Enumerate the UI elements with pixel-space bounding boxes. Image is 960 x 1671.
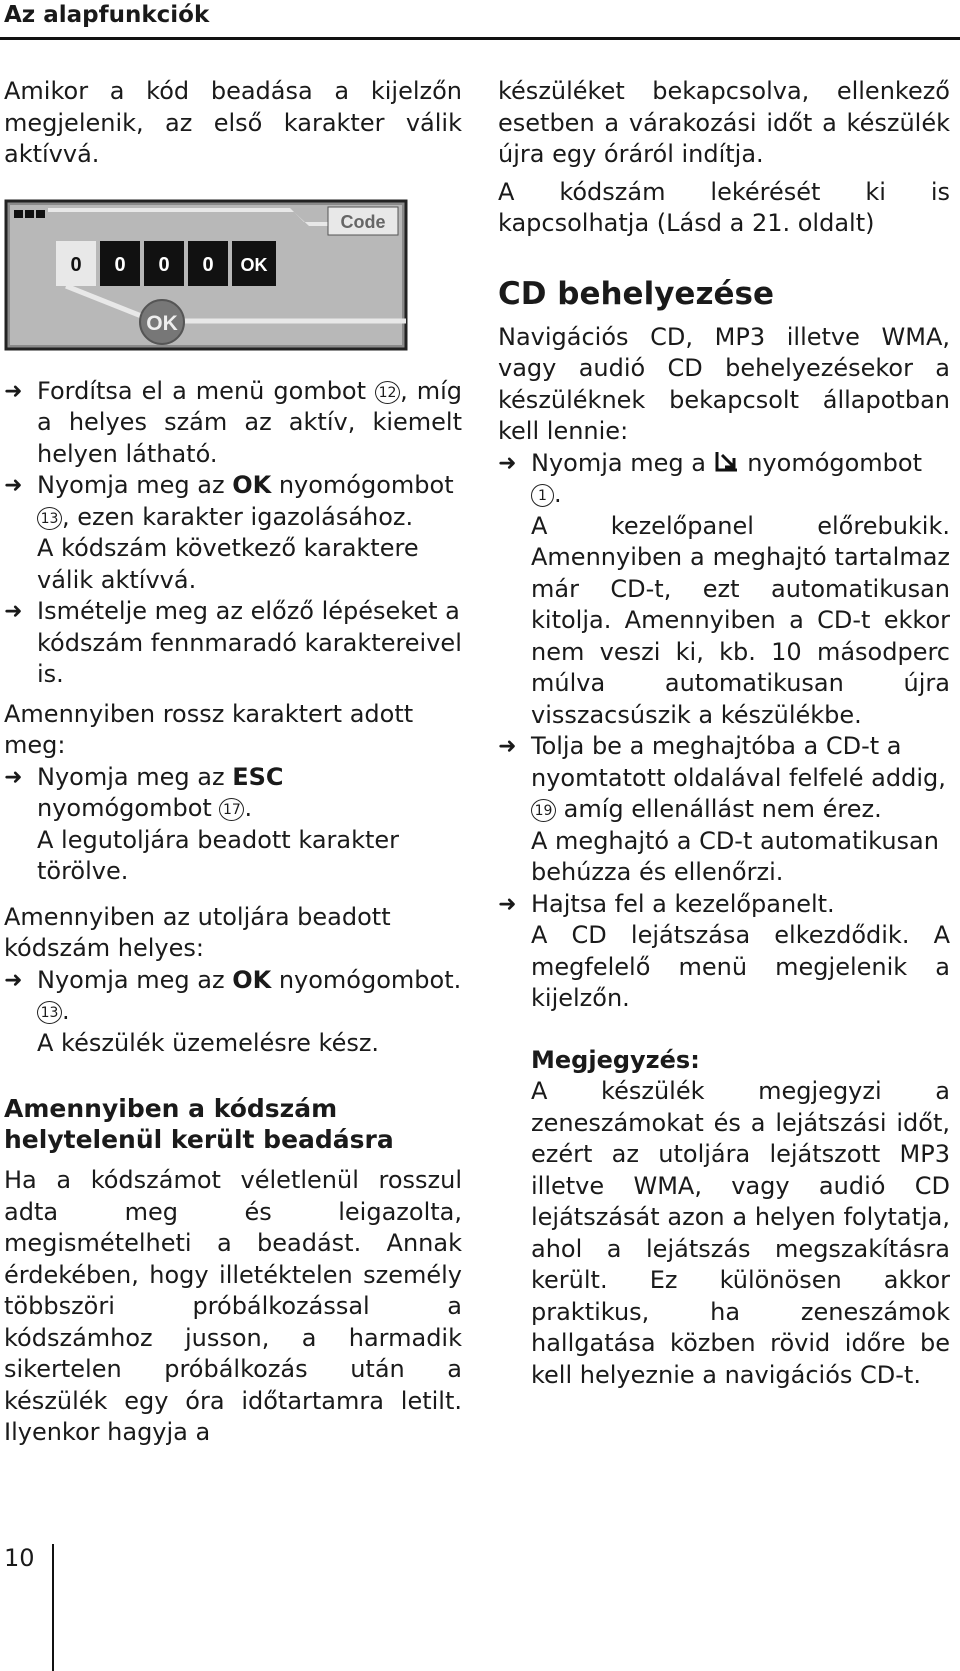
key-ok: OK — [232, 965, 272, 994]
step-text: Fordítsa el a menü gombot — [37, 376, 367, 405]
step-text: Nyomja meg az — [37, 965, 225, 994]
wrong-code-paragraph: Ha a kódszámot véletlenül rosszul adta meg és leigazolta, megismételheti a beadást. Annak érdekében, hogy illetéktelen személy többszöri próbálkozással a kódszámhoz jusson, a harmadik sikertelen próbálkozás után a készülék egy óra időtartamra letilt. Ilyenkor hagyja a — [4, 1166, 462, 1446]
heading-line: helytelenül került beadásra — [4, 1125, 394, 1154]
ref-circle: 17 — [219, 798, 244, 821]
ref-circle: 12 — [375, 381, 400, 404]
arrow-right-icon: ➜ — [4, 764, 23, 790]
section-title: Az alapfunkciók — [4, 2, 210, 28]
step-press-ok — [4, 470, 462, 533]
intro-text: Amikor a kód beadása a kijelzőn megjelenik, az első karakter válik aktívvá. — [4, 77, 462, 168]
step-text: nyomógombot — [37, 794, 212, 822]
code-label: Code — [340, 211, 386, 232]
ref-circle: 1 — [531, 484, 554, 507]
digit-2: 0 — [114, 253, 126, 276]
key-esc: ESC — [232, 762, 284, 791]
note-text: A készülék megjegyzi a zeneszámokat és a lejátszási időt, ezért az utoljára lejátszott MP3 illetve WMA, vagy audió CD lejátszását azon a helyen folytatja, ahol a lejátszás megszakításra került. Ez különösen akkor praktikus, ha zeneszámok hallgatása közben rövid időre be kell helyeznie a navigációs CD-t. — [531, 1077, 950, 1389]
step-press-esc: ➜ Nyomja meg az ESC nyomógombot 17 . — [4, 762, 284, 822]
signal-bar-3 — [36, 210, 45, 218]
arrow-right-icon: ➜ — [4, 967, 23, 993]
step-text: Nyomja meg az — [37, 762, 225, 791]
continue-text: készüléket bekapcsolva, ellenkező esetben a várakozási időt a készülék újra egy óráról indítja. — [498, 77, 950, 168]
step-result: A kezelőpanel előrebukik. Amennyiben a meghajtó tartalmaz már CD-t, ezt automatikusan kitolja. Amennyiben a CD-t ekkor nem veszi ki, kb. 10 másodperc múlva automatikusan újra visszacsúszik a készülékbe. — [531, 511, 950, 729]
step-result: A CD lejátszása elkezdődik. A megfelelő menü megjelenik a kijelzőn. — [531, 921, 950, 1012]
step-close-panel — [498, 889, 950, 921]
page-number: 10 — [4, 1544, 35, 1572]
step-text: Nyomja meg a — [531, 448, 706, 477]
ok-button-label: OK — [146, 311, 178, 335]
digit-4: 0 — [202, 253, 214, 276]
step-result: A kódszám következő karaktere válik aktívvá. — [37, 534, 419, 594]
code-display-illustration — [4, 199, 464, 354]
step-result: A legutoljára beadott karakter törölve. — [37, 825, 400, 885]
signal-bar-2 — [25, 210, 34, 218]
step-insert-cd — [498, 731, 950, 826]
step-text: Hajtsa fel a kezelőpanelt. — [531, 889, 835, 918]
step-result: A meghajtó a CD-t automatikusan behúzza és ellenőrzi. — [531, 826, 939, 886]
code-display-svg — [4, 199, 464, 354]
arrow-right-icon: ➜ — [4, 378, 23, 404]
footer-rule — [52, 1544, 54, 1671]
correct-code-intro: Amennyiben az utoljára beadott kódszám helyes: — [4, 902, 391, 962]
digit-1: 0 — [70, 253, 82, 276]
heading-line: Amennyiben a kódszám — [4, 1094, 338, 1123]
arrow-right-icon: ➜ — [4, 473, 23, 498]
step-turn-knob — [4, 376, 462, 471]
ref-circle: 13 — [37, 1001, 62, 1024]
arrow-right-icon: ➜ — [498, 734, 517, 759]
step-text: Ismételje meg az előző lépéseket a kódszám fennmaradó karaktereivel is. — [37, 597, 462, 688]
arrow-right-icon: ➜ — [498, 450, 517, 476]
signal-bar-1 — [14, 210, 23, 218]
left-column — [4, 76, 462, 1449]
header-rule — [0, 37, 960, 40]
arrow-right-icon: ➜ — [4, 599, 23, 624]
eject-icon — [714, 450, 740, 474]
step-text: , míg a helyes szám az aktív, kiemelt helyen látható. — [37, 376, 462, 468]
key-ok: OK — [232, 471, 272, 499]
step-press-ok-final: ➜ Nyomja meg az OK nyomógombot. 13 . — [4, 965, 462, 1025]
step-text: Tolja be a meghajtóba a CD-t a nyomtatott oldalával felfelé addig, — [531, 732, 946, 792]
right-column — [498, 76, 950, 1391]
step-text: nyomógombot — [278, 471, 454, 499]
arrow-right-icon: ➜ — [498, 891, 517, 917]
ok-cell: OK — [240, 254, 268, 275]
step-text: , ezen karakter igazolásához. — [62, 502, 414, 531]
code-request-text: A kódszám lekérését ki is kapcsolhatja (Lásd a 21. oldalt) — [498, 177, 950, 237]
ref-circle: 13 — [37, 507, 62, 530]
ref-circle: 19 — [531, 799, 556, 822]
step-text: amíg ellenállást nem érez. — [563, 795, 882, 823]
step-result: A készülék üzemelésre kész. — [37, 1028, 380, 1057]
step-text: nyomógombot — [747, 448, 923, 477]
note-heading: Megjegyzés: — [531, 1045, 700, 1074]
wrong-code-heading — [4, 1093, 462, 1155]
step-repeat — [4, 596, 462, 691]
step-text: nyomógombot. — [278, 965, 462, 994]
digit-3: 0 — [158, 253, 170, 276]
cd-intro: Navigációs CD, MP3 illetve WMA, vagy audió CD behelyezésekor a készüléknek bekapcsolt állapotban kell lennie: — [498, 322, 950, 445]
wrong-char-intro: Amennyiben rossz karaktert adott meg: — [4, 699, 414, 759]
cd-heading: CD behelyezése — [498, 275, 774, 312]
step-eject: ➜ Nyomja meg a nyomógombot 1 . — [498, 448, 923, 508]
step-text: Nyomja meg az — [37, 471, 225, 499]
